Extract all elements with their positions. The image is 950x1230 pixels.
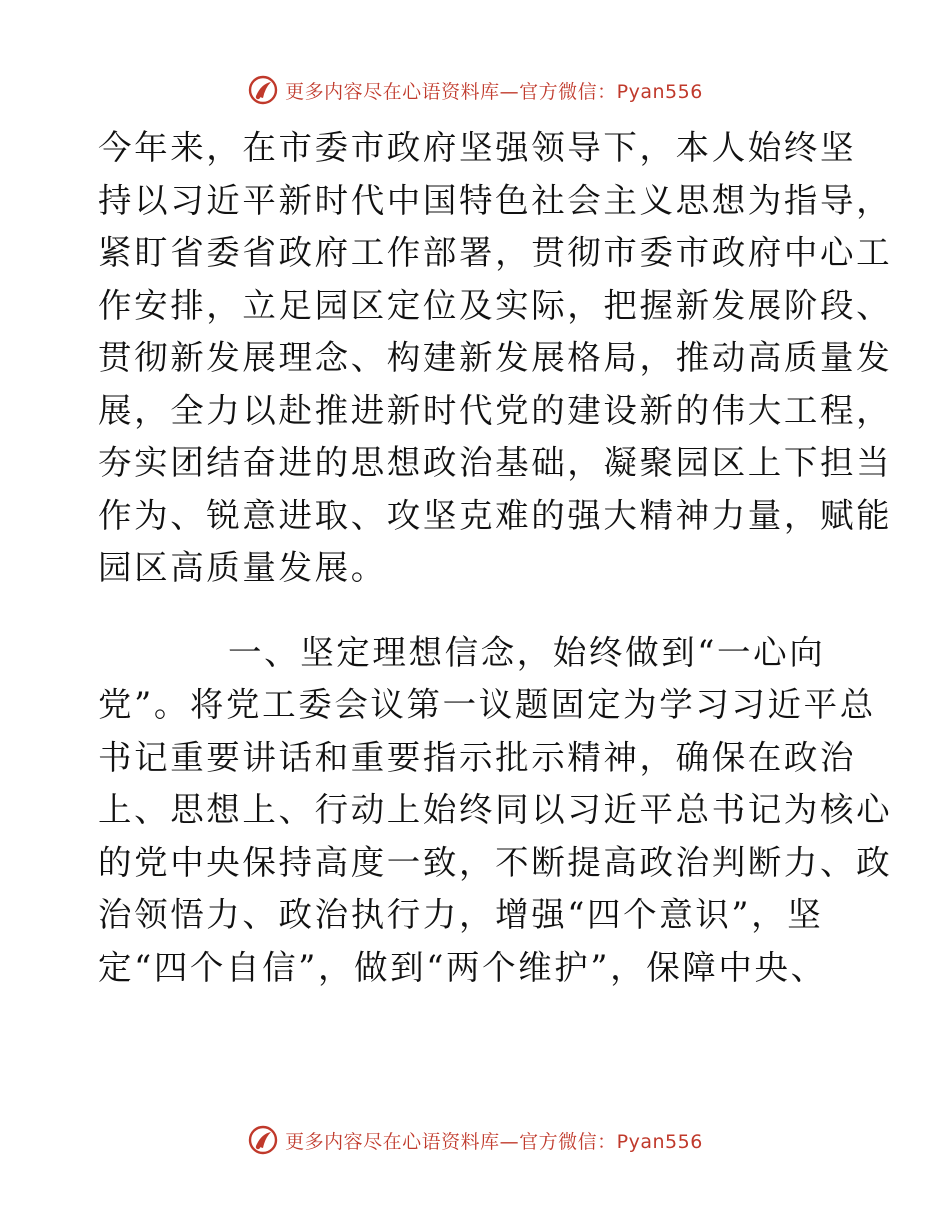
text-line: 作安排，立足园区定位及实际，把握新发展阶段、 [98,285,893,325]
text-line: 夯实团结奋进的思想政治基础，凝聚园区上下担当 [98,443,893,482]
header-watermark [0,70,950,110]
text-line: 持以习近平新时代中国特色社会主义思想为指导， [98,180,893,220]
ink-brush-logo-icon [247,74,279,106]
text-line: 园区高质量发展。 [98,548,387,587]
text-line: 作为、锐意进取、攻坚克难的强大精神力量，赋能 [98,495,893,535]
paragraph-section-one [98,627,893,995]
document-body [98,122,893,994]
text-line: 的党中央保持高度一致，不断提高政治判断力、政 [98,842,893,882]
text-line: 展，全力以赴推进新时代党的建设新的伟大工程， [98,390,893,430]
paragraph-intro [98,122,893,595]
watermark-text: 更多内容尽在心语资料库—官方微信：Pyan556 [285,80,703,103]
watermark-text: 更多内容尽在心语资料库—官方微信：Pyan556 [285,1130,703,1153]
text-line: 书记重要讲话和重要指示批示精神，确保在政治 [98,737,857,777]
section-heading-line: 一、坚定理想信念，始终做到“一心向 [228,632,826,672]
text-line: 上、思想上、行动上始终同以习近平总书记为核心 [98,790,893,829]
text-line: 今年来，在市委市政府坚强领导下，本人始终坚 [98,128,857,167]
ink-brush-logo-icon [247,1124,279,1156]
text-line: 紧盯省委省政府工作部署，贯彻市委市政府中心工 [98,233,893,272]
text-line: 贯彻新发展理念、构建新发展格局，推动高质量发 [98,338,893,377]
text-line: 定“四个自信”，做到“两个维护”，保障中央、 [98,947,827,987]
text-line: 党”。将党工委会议第一议题固定为学习习近平总 [98,685,876,724]
footer-watermark [0,1120,950,1160]
text-line: 治领悟力、政治执行力，增强“四个意识”，坚 [98,895,824,934]
